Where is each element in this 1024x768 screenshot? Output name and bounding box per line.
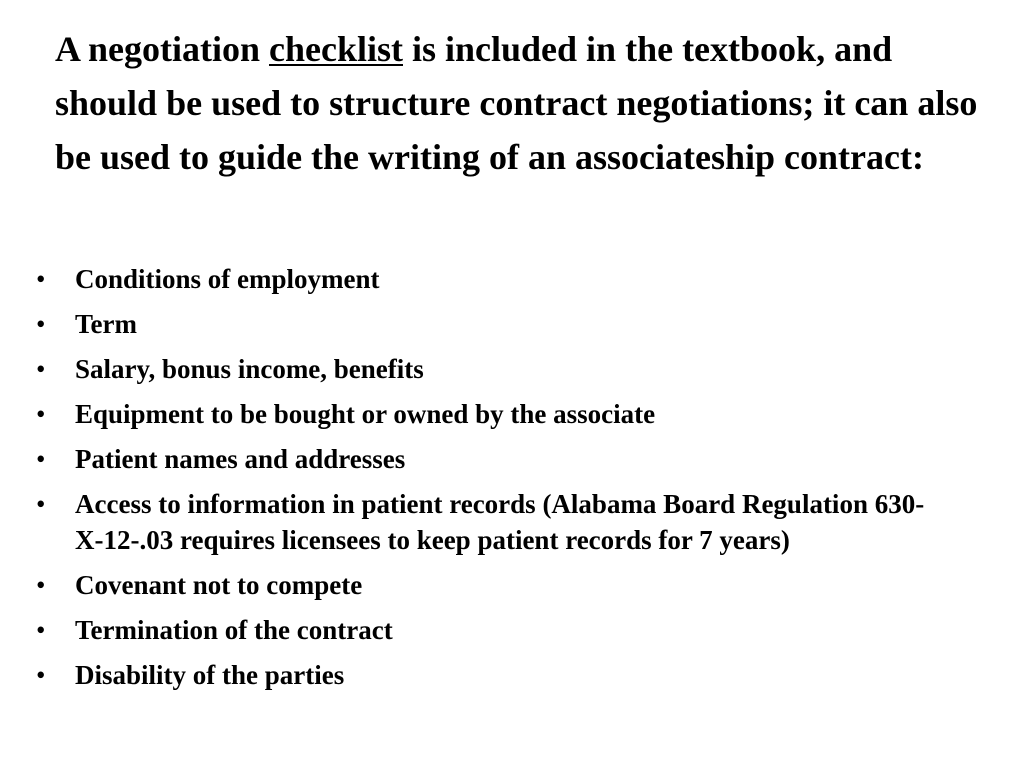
list-item-text: Patient names and addresses bbox=[75, 444, 406, 474]
slide-title bbox=[55, 22, 995, 184]
bullet-icon: • bbox=[36, 399, 46, 429]
bullet-icon: • bbox=[36, 354, 46, 384]
list-item bbox=[0, 657, 935, 693]
bullet-icon: • bbox=[36, 570, 46, 600]
bullet-icon: • bbox=[36, 615, 46, 645]
list-item-text: Equipment to be bought or owned by the associate bbox=[75, 399, 656, 429]
list-item bbox=[0, 261, 935, 297]
bullet-icon: • bbox=[36, 489, 46, 519]
list-item bbox=[0, 612, 935, 648]
title-text-post: is included in the textbook, and should be used to structure contract negotiations; it can also be used to guide the writing of an associateship contract: bbox=[55, 29, 978, 177]
list-item bbox=[0, 486, 935, 558]
title-text-pre: A negotiation bbox=[55, 29, 270, 69]
list-item bbox=[0, 351, 935, 387]
list-item-text: Termination of the contract bbox=[75, 615, 393, 645]
list-item-text: Covenant not to compete bbox=[75, 570, 363, 600]
checklist-bullet-list bbox=[0, 261, 1000, 702]
list-item-text: Conditions of employment bbox=[75, 264, 380, 294]
title-text-checklist: checklist bbox=[269, 29, 403, 69]
list-item bbox=[0, 441, 935, 477]
list-item bbox=[0, 396, 935, 432]
list-item bbox=[0, 306, 935, 342]
list-item-text: Access to information in patient records (Alabama Board Regulation 630-X-12-.03 requires licensees to keep patient records for 7 years) bbox=[75, 489, 925, 555]
bullet-icon: • bbox=[36, 309, 46, 339]
list-item-text: Salary, bonus income, benefits bbox=[75, 354, 424, 384]
bullet-icon: • bbox=[36, 264, 46, 294]
bullet-icon: • bbox=[36, 444, 46, 474]
bullet-icon: • bbox=[36, 660, 46, 690]
list-item-text: Term bbox=[75, 309, 137, 339]
list-item bbox=[0, 567, 935, 603]
list-item-text: Disability of the parties bbox=[75, 660, 345, 690]
